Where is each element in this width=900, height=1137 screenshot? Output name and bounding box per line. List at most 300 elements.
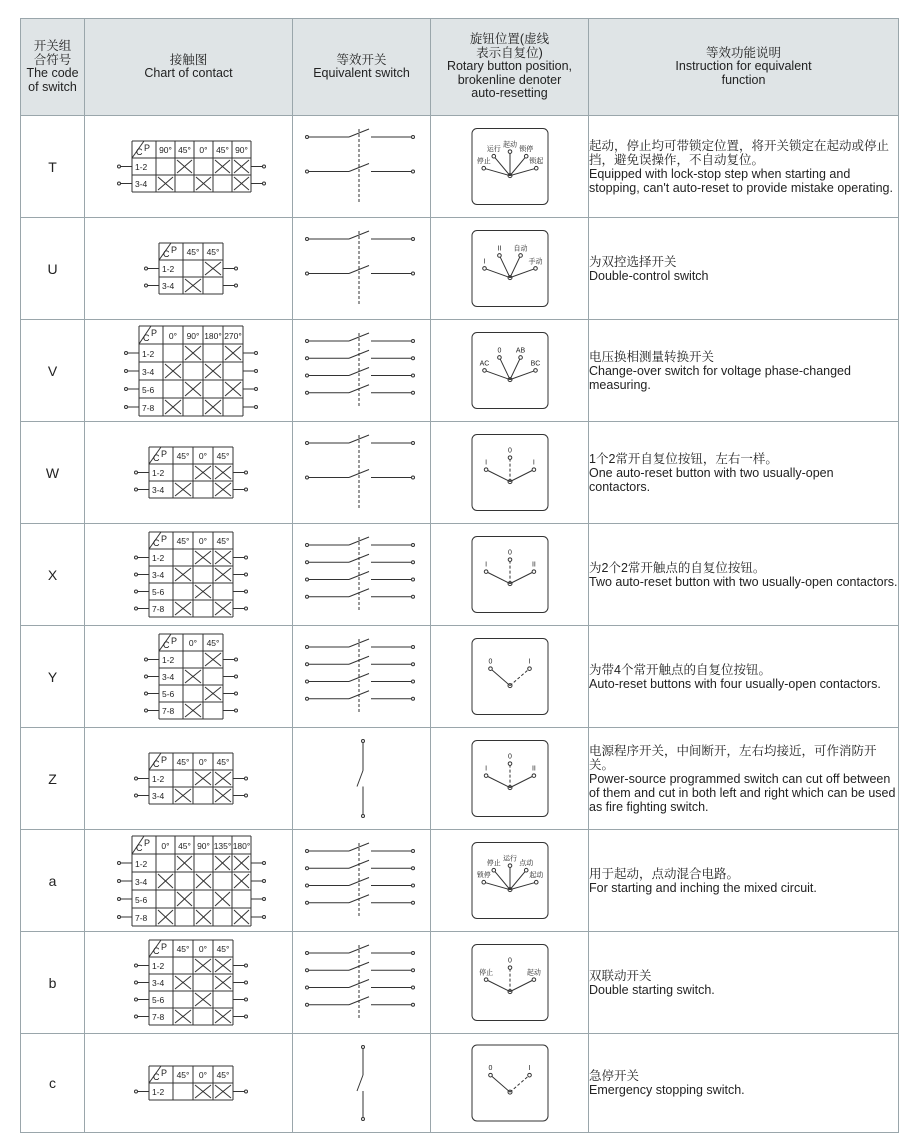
terminal	[125, 406, 128, 409]
switch-code: Y	[21, 626, 85, 728]
contact-chart	[85, 219, 293, 318]
angle-label: 0°	[198, 757, 208, 767]
knob-label: 锁停	[476, 872, 491, 880]
chart-cell	[85, 116, 293, 218]
knob-label: I	[485, 561, 488, 569]
terminal	[118, 898, 121, 901]
header-code: 开关组 合符号 The code of switch	[21, 19, 85, 116]
knob-label: 0	[488, 658, 493, 666]
instruction-cell	[589, 626, 899, 728]
angle-label: 45°	[176, 536, 190, 546]
equivalent-cell	[293, 932, 431, 1034]
instruction-cell	[589, 320, 899, 422]
terminal	[245, 607, 248, 610]
contact-label: 3-4	[162, 672, 175, 682]
terminal	[263, 862, 266, 865]
instruction-en: Auto-reset buttons with four usually-open contactors.	[589, 676, 881, 691]
switch-code: b	[21, 932, 85, 1034]
knob-position-dot	[528, 667, 532, 671]
terminal	[135, 1090, 138, 1093]
terminal	[245, 794, 248, 797]
contact-label: 5-6	[142, 385, 155, 395]
terminal	[118, 916, 121, 919]
knob-position-dot	[483, 267, 487, 271]
terminal	[362, 1046, 365, 1049]
instruction-en: Two auto-reset button with two usually-open contactors.	[589, 574, 898, 589]
terminal	[412, 884, 415, 887]
knob-position	[431, 117, 589, 216]
switch-code: a	[21, 830, 85, 932]
corner-c: C	[153, 453, 160, 463]
terminal	[245, 964, 248, 967]
instruction-cn: 用于起动，点动混合电路。	[589, 866, 740, 881]
terminal	[245, 1090, 248, 1093]
instruction-cn: 为2个2常开触点的自复位按钮。	[589, 560, 766, 575]
terminal	[135, 981, 138, 984]
contact-label: 1-2	[152, 961, 165, 971]
knob-label: I	[483, 258, 486, 266]
contact-label: 3-4	[162, 281, 175, 291]
corner-c: C	[143, 333, 150, 343]
angle-label: 90°	[235, 145, 248, 155]
knob-position-dot	[489, 1073, 493, 1077]
knob-cell	[431, 830, 589, 932]
angle-label: 45°	[176, 944, 190, 954]
knob-label: 运行	[503, 855, 517, 863]
terminal	[263, 880, 266, 883]
contact-label: 1-2	[135, 859, 148, 869]
terminal	[306, 391, 309, 394]
terminal	[245, 1015, 248, 1018]
knob-position	[431, 831, 589, 930]
chart-cell	[85, 830, 293, 932]
instruction-cn: 为双控选择开关	[589, 254, 677, 269]
corner-c: C	[153, 538, 160, 548]
chart-cell	[85, 728, 293, 830]
terminal	[235, 284, 238, 287]
angle-label: 0°	[199, 145, 208, 155]
angle-label: 45°	[176, 757, 190, 767]
knob-label: 停止	[486, 860, 501, 868]
knob-position-dot	[482, 166, 486, 170]
knob-label: 运行	[486, 146, 501, 154]
knob-label: 0	[508, 957, 512, 965]
angle-label: 45°	[206, 638, 220, 648]
switch-code: V	[21, 320, 85, 422]
terminal	[306, 595, 309, 598]
contact-label: 1-2	[152, 1087, 165, 1097]
contact-label: 3-4	[135, 179, 148, 189]
instruction-en: Double starting switch.	[589, 982, 715, 997]
contact-label: 1-2	[135, 162, 148, 172]
terminal	[245, 998, 248, 1001]
terminal	[255, 352, 258, 355]
terminal	[245, 777, 248, 780]
contact-label: 5-6	[152, 995, 165, 1005]
knob-position-dot	[532, 774, 536, 778]
knob-frame	[472, 537, 548, 613]
knob-position	[431, 729, 589, 828]
terminal	[412, 442, 415, 445]
instruction-cn: 电源程序开关，中间断开，左右均接近，可作消防开关。	[589, 743, 877, 772]
terminal	[135, 1015, 138, 1018]
instruction-en: For starting and inching the mixed circuit.	[589, 880, 817, 895]
instruction-cell	[589, 116, 899, 218]
terminal	[412, 170, 415, 173]
table-row	[21, 422, 899, 524]
chart-cell	[85, 422, 293, 524]
equivalent-switch	[293, 219, 431, 318]
corner-p: P	[161, 449, 168, 459]
switch-code: X	[21, 524, 85, 626]
angle-label: 0°	[168, 331, 178, 341]
knob-label: 起动	[503, 141, 517, 149]
terminal	[145, 709, 148, 712]
knob-label: II	[531, 561, 536, 569]
knob-position-dot	[489, 667, 493, 671]
terminal	[135, 777, 138, 780]
angle-label: 45°	[216, 145, 229, 155]
angle-label: 0°	[198, 944, 208, 954]
knob-cell	[431, 422, 589, 524]
terminal	[412, 850, 415, 853]
contact-chart	[85, 933, 293, 1032]
terminal	[306, 867, 309, 870]
knob-position-dot	[528, 1073, 532, 1077]
angle-label: 45°	[178, 841, 191, 851]
knob-position-dot	[484, 468, 488, 472]
angle-label: 45°	[216, 1070, 230, 1080]
terminal	[306, 986, 309, 989]
knob-position	[431, 321, 589, 420]
contact-label: 1-2	[152, 468, 165, 478]
knob-label: 停止	[479, 969, 494, 977]
terminal	[235, 692, 238, 695]
contact-label: 3-4	[152, 485, 165, 495]
corner-c: C	[153, 759, 160, 769]
terminal	[306, 952, 309, 955]
knob-position-dot	[508, 864, 512, 868]
contact-label: 5-6	[152, 587, 165, 597]
terminal	[235, 709, 238, 712]
angle-label: 90°	[197, 841, 210, 851]
switch-code: c	[21, 1034, 85, 1133]
equivalent-cell	[293, 116, 431, 218]
knob-position-dot	[508, 966, 512, 970]
instruction-cell	[589, 218, 899, 320]
corner-p: P	[161, 1068, 168, 1078]
chart-cell	[85, 218, 293, 320]
corner-p: P	[171, 636, 178, 646]
table-row	[21, 116, 899, 218]
equivalent-cell	[293, 218, 431, 320]
knob-position-dot	[534, 880, 538, 884]
knob-cell	[431, 626, 589, 728]
switch-code: T	[21, 116, 85, 218]
terminal	[263, 165, 266, 168]
knob-label: II	[531, 765, 536, 773]
terminal	[412, 986, 415, 989]
terminal	[412, 663, 415, 666]
contact-label: 7-8	[142, 403, 155, 413]
equivalent-cell	[293, 626, 431, 728]
knob-position	[431, 423, 589, 522]
equivalent-switch	[293, 321, 431, 420]
contact-label: 7-8	[162, 706, 175, 716]
knob-label: 0	[497, 347, 502, 355]
contact-chart	[85, 117, 293, 216]
table-row	[21, 320, 899, 422]
instruction-cn: 起动，停止均可带锁定位置，将开关锁定在起动或停止挡，避免误操作，不自动复位。	[589, 138, 890, 167]
knob-label: I	[528, 658, 531, 666]
knob-label: II	[497, 245, 502, 253]
contact-chart	[85, 831, 293, 930]
knob-position-dot	[492, 154, 496, 158]
corner-c: C	[163, 249, 170, 259]
knob-position	[431, 1035, 589, 1131]
terminal	[255, 406, 258, 409]
terminal	[135, 556, 138, 559]
knob-position-dot	[498, 356, 502, 360]
corner-p: P	[161, 534, 168, 544]
angle-label: 0°	[188, 638, 198, 648]
knob-position-dot	[508, 150, 512, 154]
contact-chart	[85, 729, 293, 828]
terminal	[306, 272, 309, 275]
knob-position-dot	[508, 456, 512, 460]
table-row	[21, 218, 899, 320]
equivalent-switch	[293, 627, 431, 726]
terminal	[412, 272, 415, 275]
terminal	[118, 182, 121, 185]
terminal	[306, 374, 309, 377]
terminal	[306, 357, 309, 360]
terminal	[412, 867, 415, 870]
terminal	[412, 391, 415, 394]
terminal	[412, 374, 415, 377]
knob-label: AC	[479, 360, 490, 368]
terminal	[245, 471, 248, 474]
terminal	[145, 675, 148, 678]
header-row	[21, 19, 899, 116]
knob-cell	[431, 524, 589, 626]
angle-label: 0°	[198, 536, 208, 546]
terminal	[306, 340, 309, 343]
table-row	[21, 1034, 899, 1133]
terminal	[245, 590, 248, 593]
terminal	[412, 136, 415, 139]
contact-label: 1-2	[152, 553, 165, 563]
terminal	[245, 573, 248, 576]
terminal	[235, 675, 238, 678]
contact-chart	[85, 525, 293, 624]
knob-label: 手动	[528, 258, 543, 266]
contact-chart	[85, 1035, 293, 1131]
terminal	[145, 658, 148, 661]
knob-label: 停止	[476, 158, 491, 166]
terminal	[306, 136, 309, 139]
terminal	[362, 815, 365, 818]
terminal	[306, 901, 309, 904]
chart-cell	[85, 626, 293, 728]
angle-label: 45°	[216, 757, 230, 767]
terminal	[412, 952, 415, 955]
terminal	[306, 544, 309, 547]
knob-cell	[431, 218, 589, 320]
contact-label: 1-2	[162, 655, 175, 665]
terminal	[245, 556, 248, 559]
knob-cell	[431, 320, 589, 422]
terminal	[362, 740, 365, 743]
chart-cell	[85, 1034, 293, 1133]
terminal	[306, 680, 309, 683]
contact-chart	[85, 321, 293, 420]
terminal	[145, 267, 148, 270]
terminal	[306, 697, 309, 700]
knob-label: 0	[508, 753, 512, 761]
knob-position-dot	[484, 570, 488, 574]
knob-position	[431, 525, 589, 624]
angle-label: 45°	[216, 944, 230, 954]
contact-label: 3-4	[135, 877, 148, 887]
contact-label: 5-6	[135, 895, 148, 905]
terminal	[255, 388, 258, 391]
corner-p: P	[161, 755, 168, 765]
knob-cell	[431, 932, 589, 1034]
terminal	[412, 340, 415, 343]
knob-frame	[472, 639, 548, 715]
terminal	[263, 898, 266, 901]
knob-position	[431, 933, 589, 1032]
contact-label: 7-8	[152, 604, 165, 614]
instruction-cn: 为带4个常开触点的自复位按钮。	[589, 662, 771, 677]
terminal	[306, 850, 309, 853]
contact-label: 1-2	[152, 774, 165, 784]
knob-label: I	[485, 459, 488, 467]
instruction-cell	[589, 728, 899, 830]
knob-cell	[431, 116, 589, 218]
terminal	[135, 607, 138, 610]
corner-p: P	[161, 942, 168, 952]
instruction-cell	[589, 422, 899, 524]
header-instruction: 等效功能说明 Instruction for equivalent function	[589, 19, 899, 116]
terminal	[412, 544, 415, 547]
switch-blade	[357, 1075, 363, 1091]
knob-position-dot	[519, 254, 523, 258]
terminal	[412, 697, 415, 700]
instruction-cell	[589, 1034, 899, 1133]
equivalent-cell	[293, 1034, 431, 1133]
knob-label: 0	[508, 549, 512, 557]
corner-c: C	[163, 640, 170, 650]
terminal	[412, 595, 415, 598]
knob-position-dot	[532, 570, 536, 574]
terminal	[306, 646, 309, 649]
terminal	[135, 964, 138, 967]
angle-label: 90°	[159, 145, 172, 155]
corner-c: C	[153, 1072, 160, 1082]
terminal	[135, 590, 138, 593]
instruction-cn: 急停开关	[589, 1069, 640, 1083]
knob-position-dot	[524, 868, 528, 872]
knob-label: AB	[515, 347, 526, 355]
knob-position-dot	[508, 558, 512, 562]
knob-cell	[431, 1034, 589, 1133]
contact-label: 7-8	[135, 913, 148, 923]
angle-label: 45°	[216, 536, 230, 546]
angle-label: 45°	[186, 247, 200, 257]
terminal	[306, 1003, 309, 1006]
knob-label: 锁起	[529, 158, 544, 166]
knob-position-dot	[484, 774, 488, 778]
terminal	[412, 561, 415, 564]
table-row	[21, 728, 899, 830]
angle-label: 0°	[198, 451, 208, 461]
contact-label: 3-4	[152, 791, 165, 801]
corner-c: C	[136, 843, 143, 853]
instruction-cell	[589, 932, 899, 1034]
knob-frame	[472, 945, 548, 1021]
terminal	[412, 238, 415, 241]
knob-position-dot	[484, 978, 488, 982]
equivalent-switch	[293, 1035, 431, 1131]
terminal	[306, 884, 309, 887]
terminal	[412, 1003, 415, 1006]
header-chart: 接触图 Chart of contact	[85, 19, 293, 116]
instruction-en: Double-control switch	[589, 268, 709, 283]
instruction-cn: 1个2常开自复位按钮，左右一样。	[589, 451, 778, 466]
knob-frame	[472, 741, 548, 817]
corner-c: C	[153, 946, 160, 956]
angle-label: 45°	[178, 145, 191, 155]
contact-label: 3-4	[142, 367, 155, 377]
instruction-en: Change-over switch for voltage phase-changed measuring.	[589, 363, 851, 392]
knob-position-dot	[483, 369, 487, 373]
terminal	[135, 488, 138, 491]
knob-position-dot	[532, 468, 536, 472]
knob-position-dot	[534, 166, 538, 170]
corner-p: P	[144, 143, 151, 153]
knob-position-dot	[532, 978, 536, 982]
contact-label: 3-4	[152, 570, 165, 580]
terminal	[235, 658, 238, 661]
contact-chart	[85, 627, 293, 726]
terminal	[135, 794, 138, 797]
terminal	[135, 998, 138, 1001]
terminal	[263, 182, 266, 185]
chart-cell	[85, 932, 293, 1034]
switch-code: U	[21, 218, 85, 320]
contact-label: 7-8	[152, 1012, 165, 1022]
terminal	[125, 352, 128, 355]
table-row	[21, 524, 899, 626]
switch-blade	[357, 771, 363, 787]
terminal	[412, 476, 415, 479]
knob-position-dot	[492, 868, 496, 872]
chart-cell	[85, 320, 293, 422]
terminal	[125, 388, 128, 391]
instruction-en: Equipped with lock-stop step when starting and stopping, can't auto-reset to provide mistake operating.	[589, 166, 893, 195]
knob-position	[431, 219, 589, 318]
angle-label: 90°	[186, 331, 200, 341]
terminal	[306, 663, 309, 666]
equivalent-cell	[293, 320, 431, 422]
corner-p: P	[151, 328, 158, 338]
knob-label: BC	[530, 360, 541, 368]
angle-label: 180°	[204, 331, 222, 341]
knob-frame	[472, 435, 548, 511]
corner-p: P	[171, 245, 178, 255]
